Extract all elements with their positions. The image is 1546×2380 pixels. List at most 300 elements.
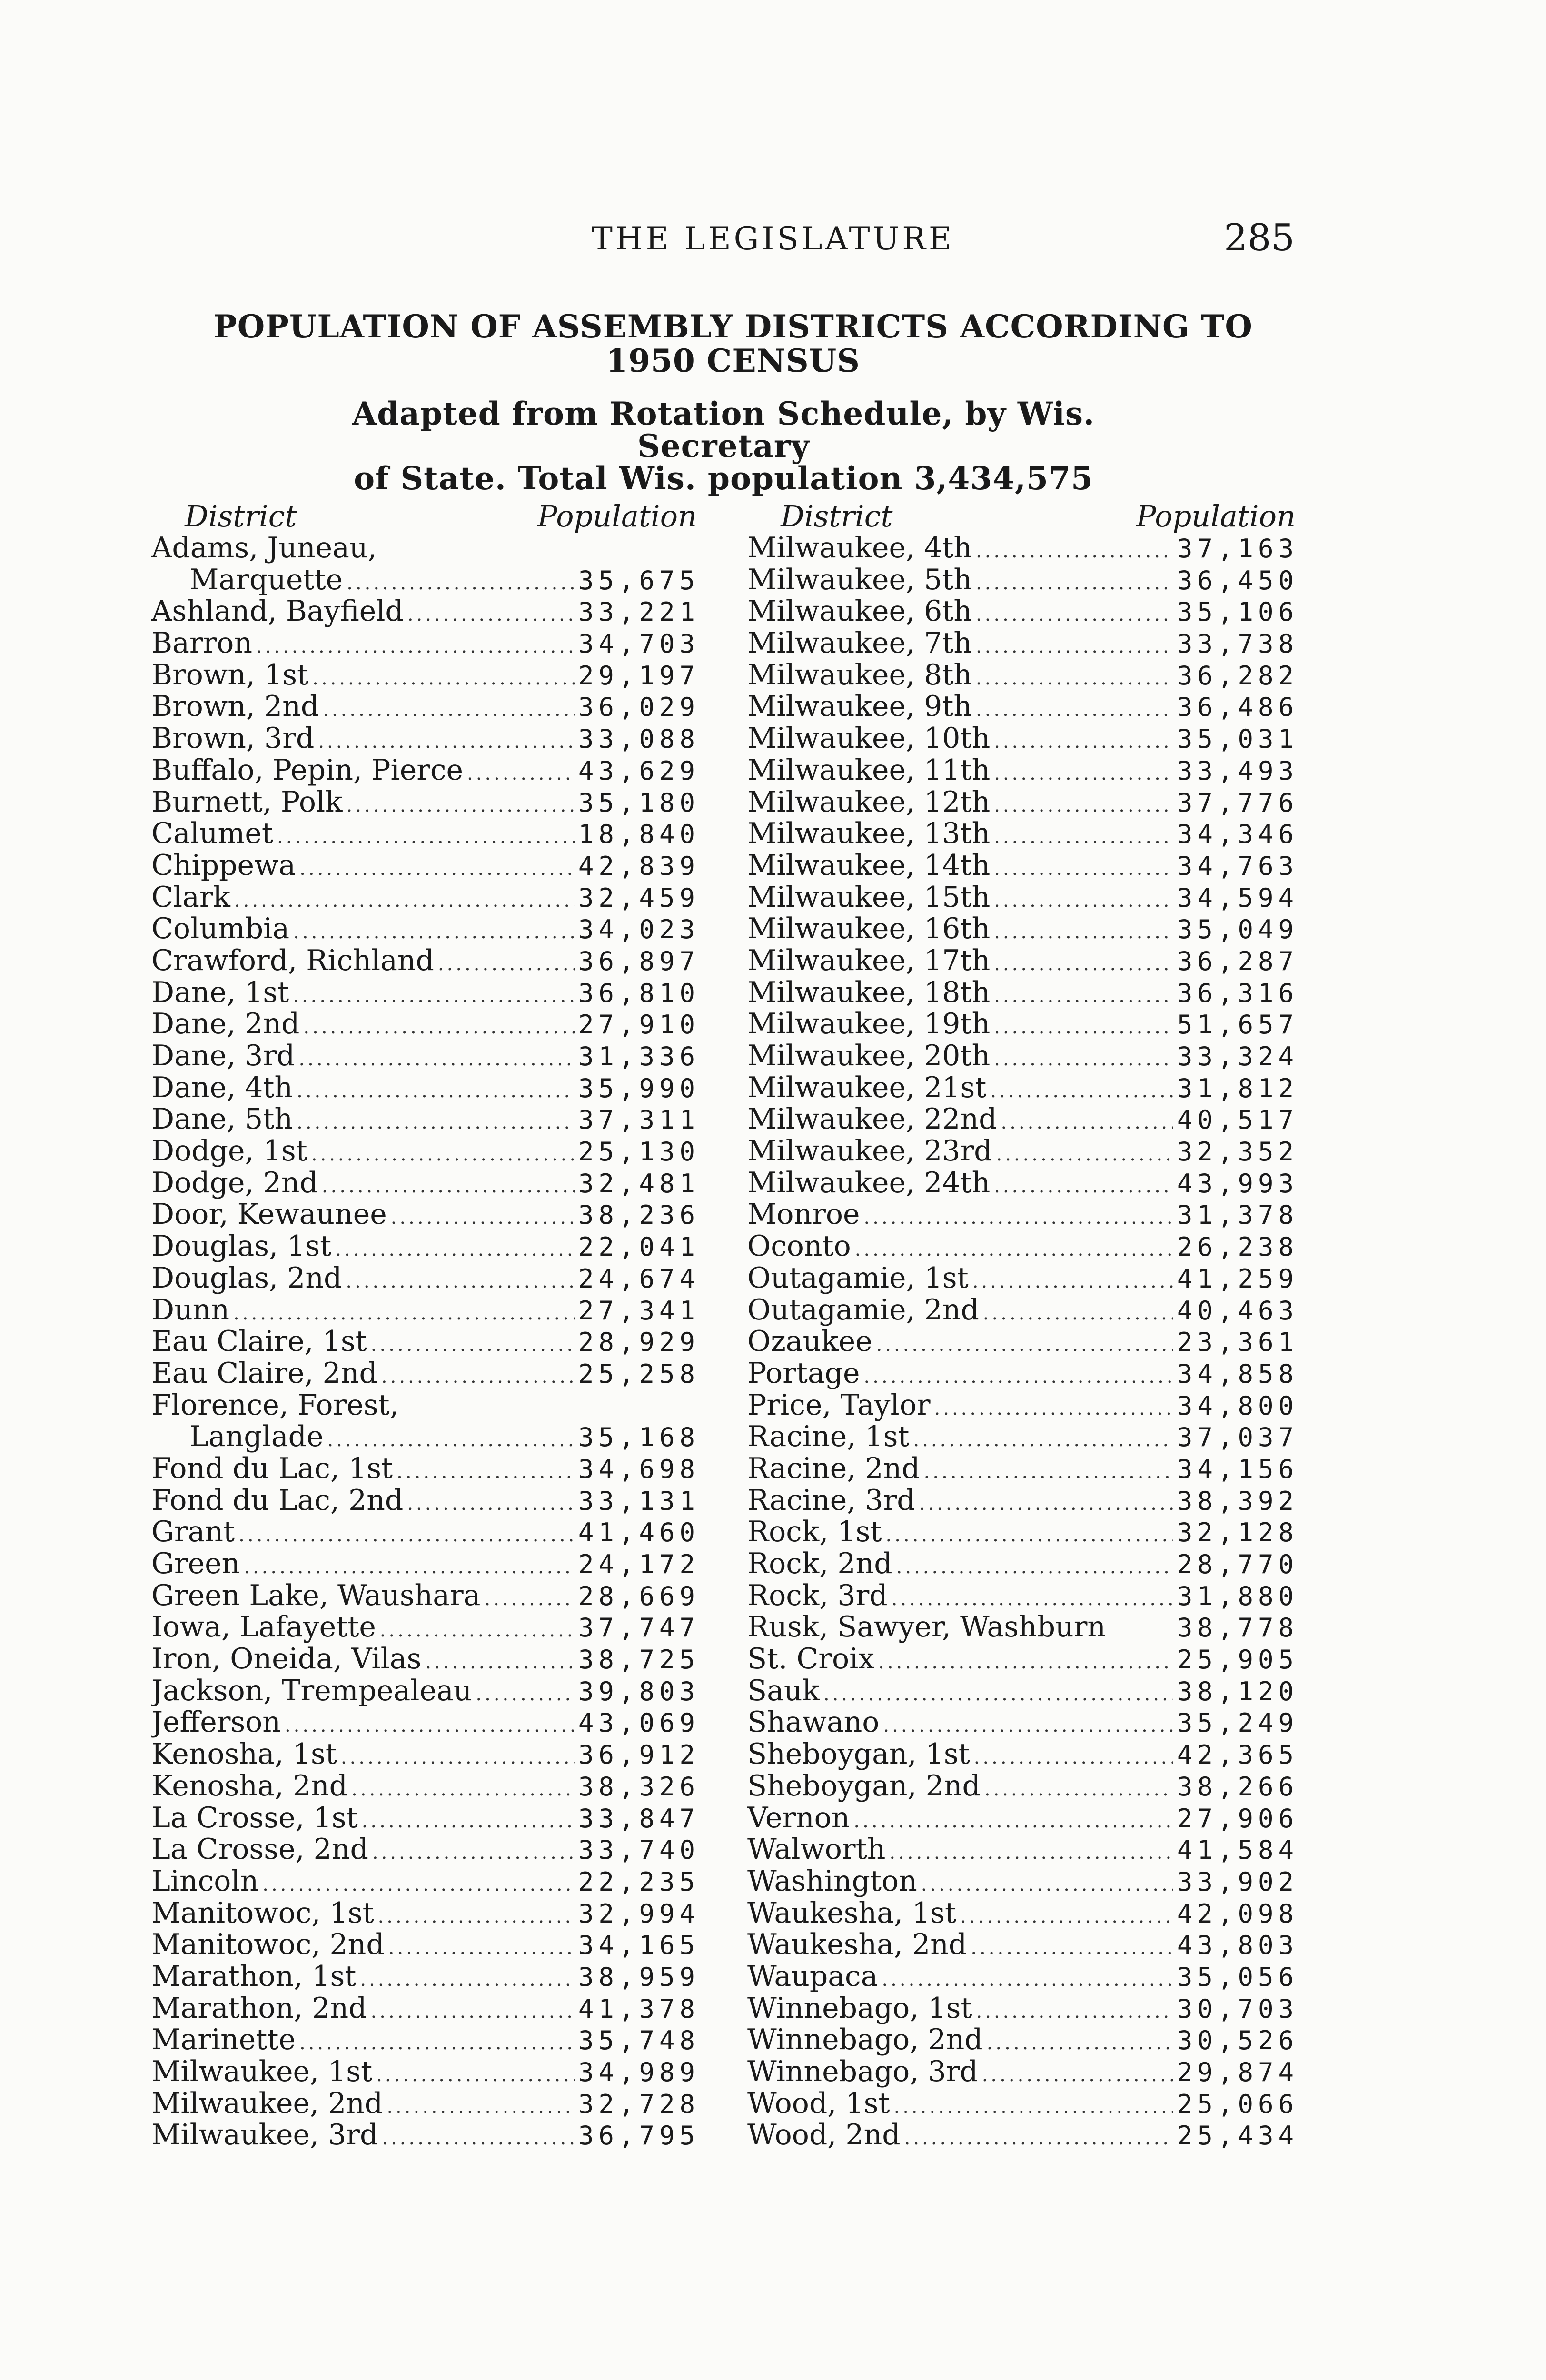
- district-name: La Crosse, 1st: [151, 1802, 358, 1834]
- population-value: 34,698: [578, 1454, 700, 1484]
- dot-leader: [924, 1456, 1173, 1485]
- population-value: 35,168: [578, 1422, 700, 1453]
- dot-leader: [1001, 1107, 1173, 1135]
- district-name: Rusk, Sawyer, Washburn: [747, 1611, 1106, 1644]
- dot-leader: [853, 1805, 1173, 1834]
- dot-leader: [994, 948, 1173, 977]
- population-value: 37,776: [1177, 787, 1298, 818]
- district-name: Iowa, Lafayette: [151, 1611, 376, 1644]
- table-heading: [181, 309, 1285, 378]
- population-column-label: Population: [537, 499, 697, 534]
- population-value: 35,106: [1177, 597, 1298, 627]
- population-value: 34,156: [1177, 1454, 1298, 1484]
- population-value: 33,324: [1177, 1041, 1298, 1071]
- district-name: Marquette: [189, 564, 343, 596]
- table-row: [747, 1865, 1298, 1897]
- dot-leader: [362, 1805, 575, 1834]
- table-row: [151, 1929, 700, 1961]
- dot-leader: [476, 1678, 575, 1707]
- table-row: [747, 1834, 1298, 1865]
- district-name: Winnebago, 1st: [747, 1992, 972, 2024]
- table-row: [151, 1706, 700, 1738]
- population-value: 39,803: [578, 1676, 700, 1706]
- table-row: [151, 2056, 700, 2088]
- dot-leader: [994, 1012, 1173, 1040]
- district-name: Shawano: [747, 1706, 880, 1739]
- district-name: Marinette: [151, 2024, 296, 2056]
- population-value: 36,795: [578, 2121, 700, 2151]
- table-row: [747, 786, 1298, 818]
- population-value: 41,378: [578, 1993, 700, 2024]
- dot-leader: [864, 1361, 1173, 1389]
- dot-leader: [913, 1424, 1173, 1453]
- dot-leader: [438, 948, 575, 977]
- dot-leader: [892, 1583, 1173, 1612]
- table-row: [747, 754, 1298, 786]
- population-value: 51,657: [1177, 1010, 1298, 1040]
- dot-leader: [327, 1424, 575, 1453]
- population-value: 31,378: [1177, 1200, 1298, 1230]
- district-name: Calumet: [151, 818, 274, 850]
- district-name: Clark: [151, 881, 230, 913]
- dot-leader: [378, 1901, 575, 1929]
- table-row: [151, 1262, 700, 1294]
- population-value: 32,728: [578, 2089, 700, 2119]
- dot-leader: [976, 567, 1173, 596]
- table-row: [747, 2119, 1298, 2151]
- population-value: 37,163: [1177, 534, 1298, 564]
- population-value: 27,910: [578, 1010, 700, 1040]
- population-value: 43,993: [1177, 1168, 1298, 1199]
- table-row: [151, 2119, 700, 2151]
- district-name: Barron: [151, 627, 252, 659]
- dot-leader: [346, 1266, 575, 1294]
- table-row: [747, 1770, 1298, 1802]
- table-row: [151, 882, 700, 913]
- population-column-label: Population: [1136, 499, 1296, 534]
- table-row: [747, 1485, 1298, 1517]
- dot-leader: [994, 980, 1173, 1009]
- district-name: Milwaukee, 3rd: [151, 2119, 378, 2152]
- district-name: Milwaukee, 8th: [747, 659, 972, 691]
- population-value: 37,311: [578, 1105, 700, 1135]
- table-row: [747, 1580, 1298, 1612]
- population-value: 32,128: [1177, 1517, 1298, 1548]
- dot-leader: [982, 2059, 1173, 2088]
- population-value: 41,259: [1177, 1263, 1298, 1294]
- table-row: [747, 1548, 1298, 1580]
- table-row: [151, 786, 700, 818]
- population-value: 35,748: [578, 2025, 700, 2056]
- district-name: Dodge, 2nd: [151, 1167, 318, 1199]
- population-value: 36,897: [578, 946, 700, 976]
- district-name: Brown, 3rd: [151, 723, 315, 754]
- population-value: 33,847: [578, 1803, 700, 1834]
- table-row: [151, 1167, 700, 1199]
- dot-leader: [376, 2059, 575, 2088]
- population-value: 37,037: [1177, 1422, 1298, 1453]
- district-name: Racine, 2nd: [747, 1452, 920, 1485]
- district-name: Jackson, Trempealeau: [151, 1675, 472, 1707]
- dot-leader: [934, 1393, 1173, 1421]
- district-name: Milwaukee, 21st: [747, 1071, 987, 1104]
- dot-leader: [984, 1774, 1173, 1802]
- dot-leader: [318, 726, 575, 754]
- dot-leader: [425, 1646, 575, 1675]
- dot-leader: [971, 1932, 1173, 1961]
- district-name: Fond du Lac, 2nd: [151, 1484, 404, 1517]
- district-name: Lincoln: [151, 1865, 259, 1897]
- dot-leader: [994, 885, 1173, 913]
- population-value: 35,249: [1177, 1708, 1298, 1738]
- district-name: Milwaukee, 12th: [747, 786, 991, 818]
- district-name: Oconto: [747, 1230, 851, 1262]
- dot-leader: [386, 2091, 575, 2120]
- district-name: Marathon, 2nd: [151, 1992, 367, 2024]
- dot-leader: [994, 790, 1173, 818]
- population-value: 29,197: [578, 660, 700, 691]
- dot-leader: [882, 1964, 1173, 1993]
- population-value: 31,880: [1177, 1581, 1298, 1611]
- table-row: [747, 532, 1298, 564]
- table-row: [151, 913, 700, 945]
- right-column-header: [747, 501, 1298, 532]
- table-row: [151, 1516, 700, 1548]
- table-row: [747, 1993, 1298, 2024]
- dot-leader: [485, 1583, 575, 1612]
- population-value: 33,902: [1177, 1866, 1298, 1897]
- district-name: Outagamie, 1st: [747, 1262, 969, 1294]
- dot-leader: [285, 1710, 575, 1738]
- table-row: [151, 1643, 700, 1675]
- table-row: [151, 1040, 700, 1072]
- population-value: 24,172: [578, 1549, 700, 1579]
- population-value: 28,669: [578, 1581, 700, 1611]
- subheading-line-1: Adapted from Rotation Schedule, by Wis. Secretary: [352, 395, 1095, 465]
- table-row: [151, 659, 700, 691]
- page-number: 285: [1224, 217, 1295, 259]
- dot-leader: [921, 1869, 1173, 1897]
- district-name: Milwaukee, 23rd: [747, 1135, 992, 1167]
- population-value: 32,994: [578, 1898, 700, 1929]
- district-name: Vernon: [747, 1802, 850, 1834]
- dot-leader: [972, 1266, 1173, 1294]
- population-value: 35,675: [578, 565, 700, 595]
- left-column-header: [151, 501, 700, 532]
- district-name: Racine, 3rd: [747, 1484, 915, 1517]
- dot-leader: [347, 567, 575, 596]
- table-row: [747, 913, 1298, 945]
- district-name: Winnebago, 2nd: [747, 2024, 983, 2056]
- table-row: [747, 945, 1298, 977]
- district-name: Eau Claire, 2nd: [151, 1357, 377, 1389]
- district-name: Fond du Lac, 1st: [151, 1452, 393, 1485]
- table-row: [151, 1770, 700, 1802]
- table-row: [747, 2024, 1298, 2056]
- district-name: Eau Claire, 1st: [151, 1326, 367, 1358]
- district-name: Crawford, Richland: [151, 944, 434, 977]
- dot-leader: [341, 1742, 575, 1770]
- dot-leader: [323, 694, 575, 723]
- dot-leader: [380, 1615, 575, 1643]
- district-name: Milwaukee, 14th: [747, 849, 991, 882]
- table-row: [151, 1865, 700, 1897]
- district-name: Dane, 2nd: [151, 1008, 300, 1040]
- dot-leader: [407, 599, 575, 627]
- district-name: Milwaukee, 13th: [747, 818, 991, 850]
- left-rows: [151, 532, 700, 2151]
- dot-leader: [262, 1869, 575, 1897]
- table-row: [747, 1358, 1298, 1389]
- dot-leader: [996, 1139, 1173, 1167]
- dot-leader: [303, 1012, 575, 1040]
- district-name: Outagamie, 2nd: [747, 1294, 979, 1326]
- heading-line-2: 1950 CENSUS: [606, 342, 860, 379]
- district-name: Manitowoc, 1st: [151, 1897, 374, 1929]
- district-name: Green Lake, Waushara: [151, 1579, 481, 1612]
- right-rows: [747, 532, 1298, 2151]
- dot-leader: [883, 1710, 1173, 1738]
- dot-leader: [896, 1551, 1173, 1580]
- dot-leader: [994, 758, 1173, 786]
- district-name: Buffalo, Pepin, Pierce: [151, 754, 464, 786]
- population-value: 33,221: [578, 597, 700, 627]
- table-subheading: [267, 397, 1180, 495]
- table-row: [151, 1897, 700, 1929]
- population-value: 29,874: [1177, 2057, 1298, 2087]
- dot-leader: [876, 1329, 1173, 1358]
- district-name: Monroe: [747, 1199, 860, 1231]
- district-name: La Crosse, 2nd: [151, 1834, 368, 1865]
- table-row: [151, 1580, 700, 1612]
- dot-leader: [976, 631, 1173, 659]
- table-row: [747, 1643, 1298, 1675]
- district-name: Dodge, 1st: [151, 1135, 307, 1167]
- dot-leader: [994, 853, 1173, 882]
- population-value: 30,703: [1177, 1993, 1298, 2024]
- table-row: [151, 723, 700, 754]
- dot-leader: [256, 631, 575, 659]
- population-value: 36,486: [1177, 692, 1298, 723]
- dot-leader: [976, 694, 1173, 723]
- population-value: 33,131: [578, 1486, 700, 1516]
- district-name: Douglas, 2nd: [151, 1262, 342, 1294]
- table-row: [151, 945, 700, 977]
- district-column-label: District: [781, 499, 893, 534]
- district-name: Ashland, Bayfield: [151, 595, 404, 628]
- table-row: [747, 1738, 1298, 1770]
- district-name: Sheboygan, 2nd: [747, 1770, 981, 1802]
- district-name: Milwaukee, 18th: [747, 976, 991, 1009]
- table-row: [151, 1135, 700, 1167]
- table-row: [747, 691, 1298, 723]
- dot-leader: [381, 1361, 575, 1389]
- district-name: Kenosha, 2nd: [151, 1770, 348, 1802]
- district-name: Ozaukee: [747, 1326, 872, 1358]
- district-name: Milwaukee, 24th: [747, 1167, 991, 1199]
- table-row: [151, 2024, 700, 2056]
- dot-leader: [467, 758, 575, 786]
- table-row: [151, 1421, 700, 1453]
- dot-leader: [297, 1075, 575, 1104]
- population-value: 25,434: [1177, 2121, 1298, 2151]
- population-value: 27,906: [1177, 1803, 1298, 1834]
- district-name: Milwaukee, 17th: [747, 944, 991, 977]
- table-row: [151, 627, 700, 659]
- population-value: 38,959: [578, 1962, 700, 1992]
- table-row: [747, 1389, 1298, 1421]
- table-row: [747, 1453, 1298, 1485]
- dot-leader: [976, 663, 1173, 691]
- table-row: [151, 1961, 700, 1993]
- table-row: [747, 882, 1298, 913]
- dot-leader: [407, 1488, 575, 1517]
- district-name: Sheboygan, 1st: [747, 1738, 970, 1770]
- table-row: [151, 1993, 700, 2024]
- dot-leader: [382, 2122, 575, 2151]
- table-row: [151, 1453, 700, 1485]
- table-row: [151, 2088, 700, 2120]
- district-name: Brown, 1st: [151, 659, 309, 691]
- table-row: [747, 1199, 1298, 1230]
- table-row: [151, 1675, 700, 1707]
- subheading-line-2: of State. Total Wis. population 3,434,575: [354, 460, 1093, 497]
- district-name: Green: [151, 1548, 240, 1580]
- dot-leader: [371, 1329, 575, 1358]
- table-row: [747, 1516, 1298, 1548]
- population-value: 25,258: [578, 1359, 700, 1389]
- table-row: [747, 977, 1298, 1009]
- dot-leader: [391, 1202, 575, 1230]
- table-row: [151, 1199, 700, 1230]
- dot-leader: [994, 1043, 1173, 1072]
- population-value: 41,584: [1177, 1835, 1298, 1865]
- district-name: Racine, 1st: [747, 1421, 910, 1453]
- population-value: 34,800: [1177, 1390, 1298, 1421]
- population-value: 38,266: [1177, 1771, 1298, 1802]
- district-name: Milwaukee, 20th: [747, 1040, 991, 1072]
- table-row: [151, 1738, 700, 1770]
- table-row: [747, 1706, 1298, 1738]
- table-row: [747, 1326, 1298, 1358]
- dot-leader: [244, 1551, 575, 1580]
- district-name: Milwaukee, 1st: [151, 2056, 373, 2088]
- district-name: Milwaukee, 7th: [747, 627, 972, 659]
- population-value: 36,450: [1177, 565, 1298, 595]
- dot-leader: [360, 1964, 575, 1993]
- population-value: 38,392: [1177, 1486, 1298, 1516]
- table-row: [747, 1961, 1298, 1993]
- population-value: 34,989: [578, 2057, 700, 2087]
- district-name: Milwaukee, 9th: [747, 691, 972, 723]
- dot-leader: [990, 1075, 1173, 1104]
- population-value: 22,041: [578, 1232, 700, 1262]
- dot-leader: [885, 1519, 1173, 1548]
- dot-leader: [293, 980, 575, 1009]
- population-value: 40,463: [1177, 1295, 1298, 1326]
- table-row: [151, 850, 700, 882]
- dot-leader: [396, 1456, 575, 1485]
- district-name: Adams, Juneau,: [151, 532, 377, 564]
- district-name: Dane, 3rd: [151, 1040, 295, 1072]
- table-row: [747, 1040, 1298, 1072]
- district-name: Price, Taylor: [747, 1389, 931, 1421]
- district-name: Rock, 3rd: [747, 1579, 888, 1612]
- population-value: 35,049: [1177, 914, 1298, 945]
- dot-leader: [372, 1837, 575, 1865]
- right-column: [747, 501, 1298, 2151]
- population-value: 33,088: [578, 724, 700, 754]
- district-name: Rock, 2nd: [747, 1548, 892, 1580]
- district-name: Iron, Oneida, Vilas: [151, 1643, 422, 1675]
- population-value: 34,346: [1177, 819, 1298, 850]
- population-value: 38,120: [1177, 1676, 1298, 1706]
- district-name: Walworth: [747, 1834, 886, 1865]
- district-name: Columbia: [151, 913, 290, 945]
- district-name: Burnett, Polk: [151, 786, 343, 818]
- population-value: 41,460: [578, 1517, 700, 1548]
- district-name: Milwaukee, 11th: [747, 754, 991, 786]
- dot-leader: [311, 1139, 575, 1167]
- heading-line-1: POPULATION OF ASSEMBLY DISTRICTS ACCORDING TO: [213, 308, 1253, 345]
- population-value: 34,594: [1177, 883, 1298, 913]
- district-name: Milwaukee, 4th: [747, 532, 972, 564]
- population-value: 42,365: [1177, 1740, 1298, 1770]
- dot-leader: [919, 1488, 1173, 1517]
- population-value: 38,236: [578, 1200, 700, 1230]
- table-row: [747, 818, 1298, 850]
- table-row: [747, 723, 1298, 754]
- district-column-label: District: [185, 499, 297, 534]
- dot-leader: [293, 916, 575, 945]
- population-value: 31,812: [1177, 1073, 1298, 1103]
- dot-leader: [233, 1298, 575, 1326]
- district-name: Douglas, 1st: [151, 1230, 332, 1262]
- dot-leader: [388, 1932, 575, 1961]
- population-value: 30,526: [1177, 2025, 1298, 2056]
- table-row: [747, 1929, 1298, 1961]
- population-value: 32,352: [1177, 1137, 1298, 1167]
- population-value: 23,361: [1177, 1327, 1298, 1358]
- population-value: 34,763: [1177, 851, 1298, 881]
- district-name: Langlade: [189, 1421, 324, 1453]
- district-name: Rock, 1st: [747, 1516, 882, 1548]
- table-row: [747, 1103, 1298, 1135]
- dot-leader: [994, 916, 1173, 945]
- population-value: 36,316: [1177, 978, 1298, 1008]
- population-value: 38,725: [578, 1645, 700, 1675]
- district-name: Marathon, 1st: [151, 1960, 357, 1993]
- population-value: 33,740: [578, 1835, 700, 1865]
- table-row: [151, 818, 700, 850]
- table-row: [151, 1230, 700, 1262]
- population-value: 42,098: [1177, 1898, 1298, 1929]
- dot-leader: [976, 1996, 1173, 2024]
- dot-leader: [298, 1043, 574, 1072]
- table-row: [747, 1072, 1298, 1104]
- population-value: 43,803: [1177, 1930, 1298, 1961]
- district-name: Milwaukee, 2nd: [151, 2087, 383, 2120]
- table-row: [747, 1611, 1298, 1643]
- population-value: 40,517: [1177, 1105, 1298, 1135]
- running-title: THE LEGISLATURE: [591, 220, 955, 257]
- dot-leader: [347, 790, 575, 818]
- dot-leader: [878, 1646, 1173, 1675]
- table-row: [151, 1611, 700, 1643]
- population-value: 33,493: [1177, 755, 1298, 786]
- table-row: [747, 1421, 1298, 1453]
- table-row: [151, 1485, 700, 1517]
